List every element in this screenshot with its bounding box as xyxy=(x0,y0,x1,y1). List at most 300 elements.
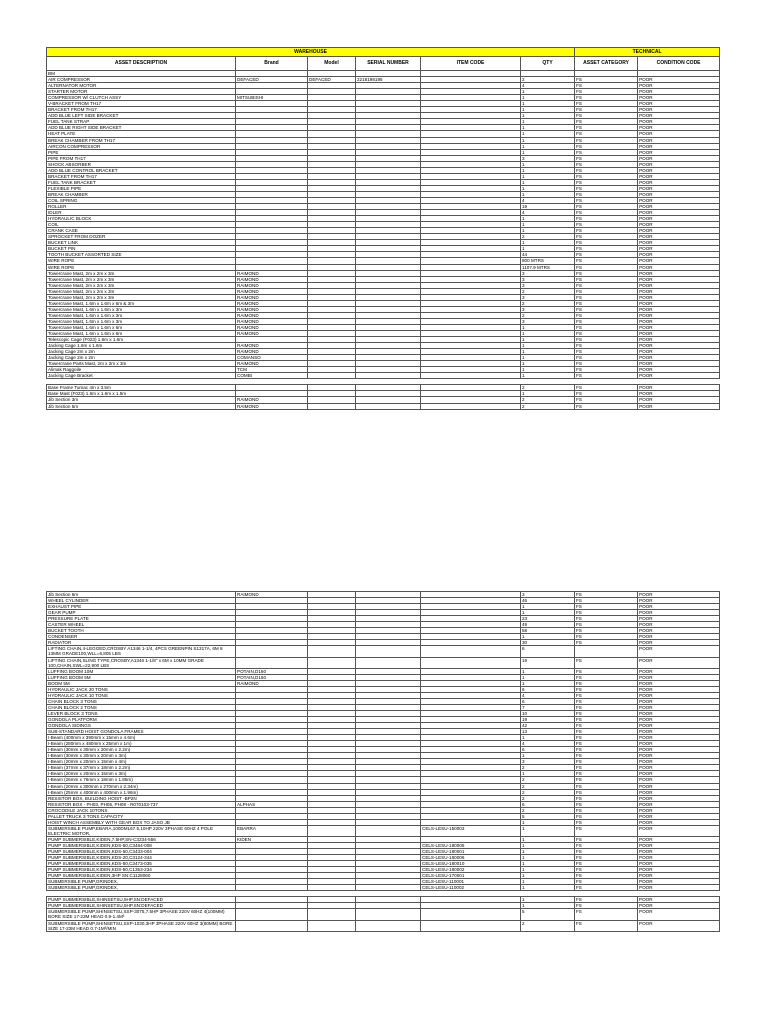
table-cell: FS xyxy=(575,789,638,795)
table-cell: POOR xyxy=(638,391,720,397)
table-cell: POOR xyxy=(638,125,720,131)
table-cell: ALPHAS xyxy=(236,801,308,807)
table-cell: PUMP SUBMERSIBLE,KIDEN,7.5HP,SN-C3234-556 xyxy=(47,836,236,842)
table-cell: V-BRACKET FROM TH17 xyxy=(47,101,236,107)
col-qty: QTY xyxy=(521,57,575,71)
table-cell: 13 xyxy=(521,729,575,735)
table-cell: FS xyxy=(575,628,638,634)
table-cell: POOR xyxy=(638,258,720,264)
table-cell: EXHAUST PIPE xyxy=(47,604,236,610)
table-cell: DEFACED xyxy=(308,77,356,83)
table-cell: SHOCK ABSORBER xyxy=(47,161,236,167)
table-row xyxy=(47,920,720,931)
table-cell: 1 xyxy=(521,185,575,191)
table-cell: FS xyxy=(575,836,638,842)
table-cell: RAIMOND xyxy=(236,294,308,300)
table-cell: FS xyxy=(575,355,638,361)
table-cell: POOR xyxy=(638,318,720,324)
table-cell: CASTER WHEEL xyxy=(47,622,236,628)
table-cell: Towercrane Mast, 2m x 2m x 3m xyxy=(47,294,236,300)
table-cell: 1 xyxy=(521,107,575,113)
table-cell: 1 xyxy=(521,191,575,197)
table-cell: FS xyxy=(575,264,638,270)
table-cell: 2 xyxy=(521,288,575,294)
table-cell: Towercrane Mast, 1.6m x 1.6m x 3m xyxy=(47,306,236,312)
table-cell: FS xyxy=(575,216,638,222)
table-cell: ALTERNATOR MOTOR xyxy=(47,83,236,89)
table-cell: 1 xyxy=(521,367,575,373)
table-cell: 1 xyxy=(521,391,575,397)
table-cell: SUBMERSIBLE PUMP,SHINSETSU,SSP-1030,3HP 3PHASE 220V 60HZ 3(80MM) BORE SIZE 17-23M HEAD 0.7-1M³/MIN xyxy=(47,920,236,931)
table-cell: MITSUBISHI xyxy=(236,95,308,101)
table-cell: POOR xyxy=(638,628,720,634)
table-cell: AIR COMPRESSOR xyxy=(47,77,236,83)
table-cell: PUMP SUBMERSIBLE,KIDEN,KDS-50,C3484-008 xyxy=(47,842,236,848)
table-cell: FS xyxy=(575,674,638,680)
table-cell: POOR xyxy=(638,686,720,692)
table-cell: RAIMOND xyxy=(236,270,308,276)
table-cell: FS xyxy=(575,753,638,759)
table-cell: FS xyxy=(575,855,638,861)
table-cell: POOR xyxy=(638,807,720,813)
warehouse-header: WAREHOUSE xyxy=(47,48,575,57)
table-cell: FS xyxy=(575,729,638,735)
table-cell: POOR xyxy=(638,331,720,337)
table-cell: Jacking Cage 2m x 2m xyxy=(47,349,236,355)
table-cell: 1 xyxy=(521,897,575,903)
table-cell: FS xyxy=(575,324,638,330)
table-cell: FS xyxy=(575,735,638,741)
table-cell xyxy=(421,909,521,920)
table-cell: 42 xyxy=(521,723,575,729)
table-cell: POOR xyxy=(638,349,720,355)
table-cell: 1 xyxy=(521,873,575,879)
table-cell: FS xyxy=(575,337,638,343)
table-cell: PRESSURE PLATE xyxy=(47,616,236,622)
table-cell: BRACKET FROM TH17 xyxy=(47,107,236,113)
table-cell: POOR xyxy=(638,741,720,747)
table-cell: COIL SPRING xyxy=(47,197,236,203)
col-item-code: ITEM CODE xyxy=(421,57,521,71)
table-cell: WIRE ROPE xyxy=(47,264,236,270)
table-cell: FS xyxy=(575,161,638,167)
table-cell: FS xyxy=(575,819,638,825)
table-cell: POOR xyxy=(638,777,720,783)
table-cell: FS xyxy=(575,131,638,137)
table-cell: POOR xyxy=(638,397,720,403)
table-cell: 4 xyxy=(521,83,575,89)
table-cell: SUBMERSIBLE PUMP,EBARA,100DML67.5,10HP 220V 3PHASE 60HZ 4 POLE ELECTRIC MOTOR, xyxy=(47,825,236,836)
table-cell: 1 xyxy=(521,836,575,842)
table-cell: PIPE xyxy=(47,149,236,155)
table-cell: FS xyxy=(575,698,638,704)
table-cell: 1 xyxy=(521,668,575,674)
table-cell: FS xyxy=(575,801,638,807)
table-cell: POOR xyxy=(638,403,720,409)
table-cell: 23 xyxy=(521,616,575,622)
table-cell: POOR xyxy=(638,771,720,777)
table-cell: FS xyxy=(575,246,638,252)
col-condition-code: CONDITION CODE xyxy=(638,57,720,71)
table-cell: FS xyxy=(575,318,638,324)
table-cell: BUCKET TOOTH xyxy=(47,628,236,634)
table-cell: POOR xyxy=(638,657,720,668)
table-cell: POOR xyxy=(638,759,720,765)
table-cell: 4 xyxy=(521,197,575,203)
table-cell: FS xyxy=(575,598,638,604)
table-cell: BM xyxy=(47,71,236,77)
table-cell: CONDENSER xyxy=(47,634,236,640)
table-cell: 46 xyxy=(521,598,575,604)
table-cell: 1 xyxy=(521,179,575,185)
table-cell: I-Beam (20mm x 300mm x 270mm x 2.34m) xyxy=(47,783,236,789)
table-cell: POOR xyxy=(638,801,720,807)
table-cell: POOR xyxy=(638,729,720,735)
table-cell: RAIMOND xyxy=(236,282,308,288)
table-cell: 1 xyxy=(521,753,575,759)
table-cell: POOR xyxy=(638,373,720,379)
table-cell: 1 xyxy=(521,373,575,379)
table-cell: RAIMOND xyxy=(236,403,308,409)
table-cell: 1 xyxy=(521,337,575,343)
table-cell: RAIMOND xyxy=(236,276,308,282)
table-cell: PUMP SUBMERSIBLE,SHINSETSU,5HP,SN:DEFACED xyxy=(47,903,236,909)
table-cell: FS xyxy=(575,331,638,337)
table-cell: FS xyxy=(575,747,638,753)
table-cell: CELS-LESU-180006 xyxy=(421,855,521,861)
table-cell: 6 xyxy=(521,698,575,704)
table-cell xyxy=(308,403,356,409)
table-cell: GONDOLA SIDINGS xyxy=(47,723,236,729)
table-cell: 10 xyxy=(521,710,575,716)
table-cell xyxy=(421,646,521,657)
table-cell: SUBMERSIBLE PUMP,SHINSETSU,SSP-3075,7.5HP 3PHASE 220V 60HZ 4(100MM) BORE SIZE 17-23M HEAD 0.9-1.4M³ xyxy=(47,909,236,920)
table-cell: POOR xyxy=(638,723,720,729)
table-cell: FS xyxy=(575,179,638,185)
table-cell: FS xyxy=(575,210,638,216)
table-cell: RAIMOND xyxy=(236,592,308,598)
table-cell: HEAT PLATE xyxy=(47,131,236,137)
table-cell: 3 xyxy=(521,276,575,282)
table-cell: 1 xyxy=(521,89,575,95)
table-cell: POOR xyxy=(638,324,720,330)
table-cell: FS xyxy=(575,77,638,83)
table-cell: HOIST WINCH ASSEMBLY WITH GEAR BOX TO JASO JB xyxy=(47,819,236,825)
table-cell: 1 xyxy=(521,246,575,252)
table-cell: POOR xyxy=(638,252,720,258)
table-cell: POOR xyxy=(638,361,720,367)
table-cell: POOR xyxy=(638,173,720,179)
table-cell: POOR xyxy=(638,264,720,270)
table-cell: POOR xyxy=(638,204,720,210)
table-cell: SUBMERSIBLE PUMP,GRINDEX, xyxy=(47,879,236,885)
table-cell: FS xyxy=(575,361,638,367)
table-cell xyxy=(421,657,521,668)
table-cell: CELS-LESU-180010 xyxy=(421,861,521,867)
col-model: Model xyxy=(308,57,356,71)
table-cell: FS xyxy=(575,258,638,264)
technical-header: TECHNICAL xyxy=(575,48,720,57)
table-cell: FS xyxy=(575,723,638,729)
table-cell xyxy=(308,825,356,836)
table-cell: POOR xyxy=(638,185,720,191)
table-cell: CELS-LESU-180002 xyxy=(421,867,521,873)
table-cell: 1107.9 MTRS xyxy=(521,264,575,270)
col-asset-description: ASSET DESCRIPTION xyxy=(47,57,236,71)
table-cell: 6 xyxy=(521,747,575,753)
table-cell: POOR xyxy=(638,276,720,282)
table-cell: POOR xyxy=(638,903,720,909)
table-cell: FS xyxy=(575,391,638,397)
table-cell: POOR xyxy=(638,270,720,276)
table-cell: COMBI xyxy=(236,373,308,379)
table-cell: FS xyxy=(575,252,638,258)
table-cell: FS xyxy=(575,373,638,379)
table-cell: POOR xyxy=(638,704,720,710)
table-cell: POOR xyxy=(638,873,720,879)
table-cell: POOR xyxy=(638,179,720,185)
table-cell: POOR xyxy=(638,861,720,867)
table-cell: RAIMOND xyxy=(236,343,308,349)
table-cell: Towercrane Mast, 2m x 2m x 3m xyxy=(47,276,236,282)
table-cell: 58 xyxy=(521,628,575,634)
table-cell: POOR xyxy=(638,385,720,391)
table-cell: 1 xyxy=(521,349,575,355)
table-cell: POOR xyxy=(638,765,720,771)
table-row xyxy=(47,657,720,668)
table-cell: FS xyxy=(575,343,638,349)
table-cell: POOR xyxy=(638,634,720,640)
table-cell: POOR xyxy=(638,228,720,234)
table-cell: FS xyxy=(575,349,638,355)
table-cell: 2 xyxy=(521,403,575,409)
table-cell: FS xyxy=(575,920,638,931)
table-cell: FS xyxy=(575,173,638,179)
table-cell: POOR xyxy=(638,867,720,873)
table-cell: FS xyxy=(575,149,638,155)
table-cell: 1 xyxy=(521,610,575,616)
table-row xyxy=(47,646,720,657)
table-cell: 7 xyxy=(521,704,575,710)
table-cell: I-Beam (280mm x 480mm x 25mm x 1m) xyxy=(47,741,236,747)
table-cell: FS xyxy=(575,879,638,885)
table-cell: PUMP SUBMERSIBLE,SHINSETSU,5HP,SN:DEFACED xyxy=(47,897,236,903)
table-cell: POOR xyxy=(638,598,720,604)
table-cell: 1 xyxy=(521,849,575,855)
table-cell: CRANK CASE xyxy=(47,228,236,234)
table-cell: POOR xyxy=(638,783,720,789)
table-cell: POOR xyxy=(638,616,720,622)
table-cell: RAIMOND xyxy=(236,397,308,403)
table-cell: Towercrane Mast, 2m x 2m x 3m xyxy=(47,288,236,294)
table-cell: PUMP SUBMERSIBLE,KIDEN,KDS-50,C3433-004 xyxy=(47,849,236,855)
table-cell: I-Beam (37mm x 37mm x 18mm x 2.2m) xyxy=(47,765,236,771)
table-cell: 3 xyxy=(521,306,575,312)
table-cell: HYDRAULIC JACK 20 TONS xyxy=(47,686,236,692)
table-cell: 800 MTRS xyxy=(521,258,575,264)
table-cell: FS xyxy=(575,234,638,240)
table-cell: POOR xyxy=(638,306,720,312)
table-cell: RAIMOND xyxy=(236,680,308,686)
table-cell: 1 xyxy=(521,885,575,891)
table-cell: CELS-LESU-150003 xyxy=(421,825,521,836)
table-cell: 2 xyxy=(521,789,575,795)
table-cell: Telescopic Cage (F023) 1.6m x 1.6m xyxy=(47,337,236,343)
table-cell: POOR xyxy=(638,842,720,848)
table-cell: RAIMOND xyxy=(236,349,308,355)
table-cell: 3 xyxy=(521,270,575,276)
table-cell: POOR xyxy=(638,95,720,101)
table-cell: Towercrane Parts Mast, 2m x 2m x 3m xyxy=(47,361,236,367)
table-cell: CELS-LESU-180001 xyxy=(421,849,521,855)
table-cell: FS xyxy=(575,300,638,306)
table-cell xyxy=(236,920,308,931)
table-cell: POOR xyxy=(638,692,720,698)
table-cell: 3 xyxy=(521,282,575,288)
table-cell xyxy=(575,646,638,657)
table-cell: COMPRESSOR W/ CLUTCH ASSY xyxy=(47,95,236,101)
table-cell: POOR xyxy=(638,367,720,373)
table-cell: POOR xyxy=(638,355,720,361)
table-cell: RAIMOND xyxy=(236,324,308,330)
table-cell: 1 xyxy=(521,216,575,222)
table-cell: 49 xyxy=(521,622,575,628)
table-cell: 1 xyxy=(521,113,575,119)
table-cell: RESISTOR BOX - PH03, PH05, PH08 - R070103-737 xyxy=(47,801,236,807)
table-cell xyxy=(356,825,421,836)
table-cell: 2 xyxy=(521,783,575,789)
table-cell: POOR xyxy=(638,885,720,891)
table-cell: Base Frame Tumac 4m x 3.5m xyxy=(47,385,236,391)
table-cell: 1 xyxy=(521,137,575,143)
table-cell: FS xyxy=(575,783,638,789)
table-cell: POOR xyxy=(638,143,720,149)
column-header-row xyxy=(47,57,720,71)
table-cell: POOR xyxy=(638,77,720,83)
table-cell: GEAR PUMP xyxy=(47,610,236,616)
table-row xyxy=(47,909,720,920)
table-cell: FS xyxy=(575,282,638,288)
table-cell xyxy=(356,657,421,668)
table-cell: IDLER xyxy=(47,210,236,216)
table-cell: Alimak Raggoile xyxy=(47,367,236,373)
table-cell: POOR xyxy=(638,240,720,246)
table-cell: FS xyxy=(575,704,638,710)
table-cell: BUCKET PIN xyxy=(47,246,236,252)
table-cell: PUMP SUBMERSIBLE,KIDEN,KDS-50,C3473-035 xyxy=(47,861,236,867)
table-cell: 19 xyxy=(521,716,575,722)
table-cell: POOR xyxy=(638,622,720,628)
table-cell: 5 xyxy=(521,813,575,819)
table-cell: FS xyxy=(575,276,638,282)
table-cell: FS xyxy=(575,385,638,391)
table-cell: 6 xyxy=(521,646,575,657)
table-cell: BRACKET FROM TH17 xyxy=(47,173,236,179)
table-cell: POOR xyxy=(638,343,720,349)
table-cell: 2 xyxy=(521,385,575,391)
table-cell: POOR xyxy=(638,920,720,931)
table-cell: POOR xyxy=(638,101,720,107)
table-cell: 2 xyxy=(521,920,575,931)
table-cell: 1 xyxy=(521,680,575,686)
col-serial-number: SERIAL NUMBER xyxy=(356,57,421,71)
table-cell: FS xyxy=(575,759,638,765)
table-cell: FS xyxy=(575,167,638,173)
table-cell: Jacking Cage Bracket xyxy=(47,373,236,379)
table-cell: FS xyxy=(575,397,638,403)
table-cell: POOR xyxy=(638,191,720,197)
table-cell: 1 xyxy=(521,143,575,149)
table-cell: GONDOLA PLATFORM xyxy=(47,716,236,722)
table-cell: BREAK CHAMBER FROM TH17 xyxy=(47,137,236,143)
table-cell: FS xyxy=(575,657,638,668)
table-cell xyxy=(356,909,421,920)
table-cell: POOR xyxy=(638,668,720,674)
table-cell: FS xyxy=(575,222,638,228)
table-cell: FLEXIBLE PIPE xyxy=(47,185,236,191)
table-cell: POOR xyxy=(638,155,720,161)
table-cell: POOR xyxy=(638,197,720,203)
table-cell: 1 xyxy=(521,604,575,610)
table-cell: FS xyxy=(575,622,638,628)
table-cell: SPROCKET FROM DOZER xyxy=(47,234,236,240)
table-cell: POOR xyxy=(638,113,720,119)
table-cell xyxy=(356,646,421,657)
table-cell: 1 xyxy=(521,149,575,155)
table-row xyxy=(47,403,720,409)
table-cell: 3 xyxy=(521,592,575,598)
table-cell: LEVER BLOCK 3 TONS xyxy=(47,710,236,716)
table-cell xyxy=(308,920,356,931)
table-cell xyxy=(308,657,356,668)
table-cell: HYDRAULIC BLOCK xyxy=(47,216,236,222)
table-cell: AIRCON COMPRESSOR xyxy=(47,143,236,149)
table-cell: POOR xyxy=(638,288,720,294)
table-cell: COMANSO xyxy=(236,355,308,361)
table-cell: I-Beam (26mm x 76mm x 18mm x 1.85m) xyxy=(47,777,236,783)
table-cell: 19 xyxy=(521,657,575,668)
table-cell: FS xyxy=(575,89,638,95)
table-cell: POOR xyxy=(638,610,720,616)
table-cell: POOR xyxy=(638,813,720,819)
table-cell: RADIATOR xyxy=(47,640,236,646)
table-cell: Base Mast (F023) 1.6m x 1.6m x 1.5m xyxy=(47,391,236,397)
table-cell: LIFTING CHAIN,4-LEGGED,CROSBY A1346 1-1/4, 4PCS GREENPIN S1317A, 6M 8 13MM GRADE100,WLL=6,805 LBS xyxy=(47,646,236,657)
table-cell: FS xyxy=(575,867,638,873)
table-cell: 1 xyxy=(521,173,575,179)
table-cell: BREAK CHAMBER xyxy=(47,191,236,197)
table-cell: 2218198195 xyxy=(356,77,421,83)
table-cell: FS xyxy=(575,143,638,149)
table-cell: POOR xyxy=(638,710,720,716)
table-cell: FS xyxy=(575,692,638,698)
table-cell: Towercrane Mast, 1.6m x 1.6m x 6m & 3m xyxy=(47,300,236,306)
table-cell: FS xyxy=(575,771,638,777)
table-cell: WHEEL CYLINDER xyxy=(47,598,236,604)
table-cell: 2 xyxy=(521,807,575,813)
table-cell: FS xyxy=(575,885,638,891)
table-cell: FS xyxy=(575,873,638,879)
table-cell: POOR xyxy=(638,119,720,125)
table-cell: 1 xyxy=(521,324,575,330)
table-cell: LUFFING BOOM 10M xyxy=(47,668,236,674)
table-cell: Towercrane Mast, 1.6m x 1.6m x 6m xyxy=(47,324,236,330)
table-cell: POOR xyxy=(638,149,720,155)
table-cell: POOR xyxy=(638,897,720,903)
table-cell: BOOM 5M xyxy=(47,680,236,686)
table-cell: FUEL TANK BRACKET xyxy=(47,179,236,185)
table-cell: POOR xyxy=(638,246,720,252)
